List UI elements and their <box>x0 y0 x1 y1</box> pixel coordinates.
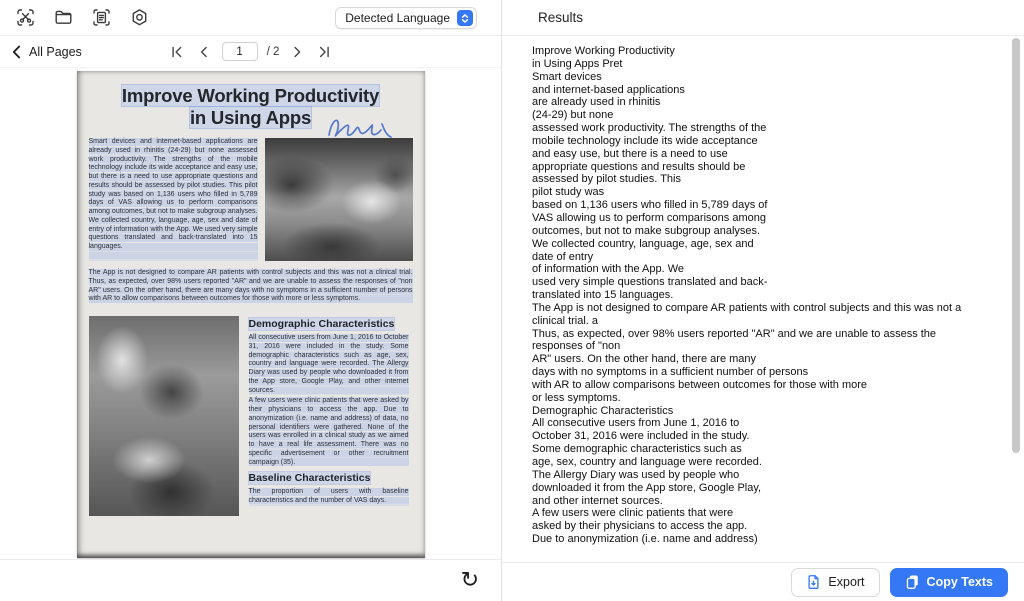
baseline-paragraph: The proportion of users with baseline characteristics and the number of VAS days. <box>248 488 409 504</box>
result-line: asked by their physicians to access the app. <box>532 520 748 533</box>
copy-texts-label: Copy Texts <box>926 575 993 589</box>
result-line: Thus, as expected, over 98% users reported "AR" and we are unable to assess the <box>532 327 937 340</box>
result-line: (24-29) but none <box>532 109 614 122</box>
scrollbar-thumb[interactable] <box>1012 38 1020 453</box>
demographic-paragraph-2: A few users were clinic patients that were asked by their physicians to access the app. Due to anonymization (i.e. name and address) of data, no personal identifiers were gathered. None of the users was enrolled in a clinical study as we aimed to have a real life assessment. There was no specific advertisement or other recruitment campaign (35). <box>248 397 409 466</box>
page-controls <box>168 42 334 61</box>
results-title: Results <box>538 10 584 25</box>
toolbar-icon-group <box>14 7 150 29</box>
result-line: translated into 15 languages. <box>532 289 674 302</box>
document-preview[interactable] <box>0 68 501 559</box>
rotate-icon[interactable]: ↻ <box>460 567 479 593</box>
result-line: are already used in rhinitis <box>532 96 661 109</box>
demographic-paragraph-1: All consecutive users from June 1, 2016 to October 31, 2016 were included in the study. Some demographic characteristics such as age, sex, country and language were recorded. The Allergy Diary was used by people who downloaded it from the App store, Google Play, and other internet sources. <box>248 334 409 394</box>
result-line: based on 1,136 users who filled in 5,789 days of <box>532 199 768 212</box>
result-line: Some demographic characteristics such as <box>532 443 742 456</box>
result-line: We collected country, language, age, sex and <box>532 237 754 250</box>
document-photo-meeting-room <box>265 138 413 261</box>
settings-icon[interactable] <box>128 7 150 29</box>
page-number-input[interactable] <box>222 42 258 61</box>
results-footer <box>502 562 1024 601</box>
back-all-pages-button[interactable] <box>12 45 82 59</box>
result-line: used very simple questions translated and back- <box>532 276 768 289</box>
result-line: mobile technology include its wide acceptance <box>532 134 758 147</box>
result-line: All consecutive users from June 1, 2016 to <box>532 417 740 430</box>
language-select[interactable] <box>335 7 477 29</box>
result-line: VAS allowing us to perform comparisons among <box>532 211 766 224</box>
export-button[interactable] <box>791 568 879 597</box>
result-line: A few users were clinic patients that were <box>532 507 734 520</box>
preview-footer <box>0 559 501 601</box>
document-panel <box>0 0 502 601</box>
result-line: and internet-based applications <box>532 83 685 96</box>
back-label: All Pages <box>29 44 82 59</box>
result-line: October 31, 2016 were included in the study. <box>532 430 750 443</box>
export-document-icon <box>806 574 821 590</box>
export-label: Export <box>828 575 865 589</box>
results-body <box>502 36 1024 562</box>
scan-icon[interactable] <box>90 7 112 29</box>
result-line: age, sex, country and language were recorded. <box>532 456 762 468</box>
result-line: assessed by pilot studies. This <box>532 173 681 186</box>
result-line: downloaded it from the App store, Google Play, <box>532 481 762 494</box>
result-line: of information with the App. We <box>532 263 685 276</box>
result-line: with AR to allow comparisons between outcomes for those with more <box>532 378 868 391</box>
result-line: clinical trial. a <box>532 314 599 327</box>
document-bottom-section <box>89 316 413 516</box>
document-title: Improve Working Productivity in Using Apps <box>89 85 413 129</box>
result-line: date of entry <box>532 250 594 263</box>
first-page-icon[interactable] <box>168 43 186 61</box>
folder-icon[interactable] <box>52 7 74 29</box>
results-header <box>502 0 1024 36</box>
chevron-left-icon <box>12 45 21 59</box>
handwritten-signature <box>323 109 395 143</box>
document-right-column <box>249 316 409 516</box>
demographic-heading: Demographic Characteristics <box>248 318 395 330</box>
result-line: or less symptoms. <box>532 391 621 404</box>
ocr-text-output <box>532 45 1010 546</box>
result-line: days with no symptoms in a sufficient number of persons <box>532 366 809 379</box>
copy-texts-button[interactable] <box>890 568 1008 597</box>
page-total-label: / 2 <box>266 45 280 58</box>
result-line: pilot study was <box>532 186 605 199</box>
result-line: and other internet sources. <box>532 494 663 507</box>
result-line: Due to anonymization (i.e. name and address) <box>532 533 758 546</box>
next-page-icon[interactable] <box>288 43 306 61</box>
result-line: Improve Working Productivity <box>532 45 675 57</box>
result-line: in Using Apps Pret <box>532 57 623 70</box>
capture-icon[interactable] <box>14 7 36 29</box>
result-line: appropriate questions and results should be <box>532 160 746 173</box>
result-line: Demographic Characteristics <box>532 404 674 417</box>
result-line: The App is not designed to compare AR patients with control subjects and this was not a <box>532 301 962 314</box>
scanned-page <box>77 71 425 558</box>
document-photo-people-working <box>89 316 239 516</box>
result-line: Smart devices <box>532 70 602 83</box>
baseline-heading: Baseline Characteristics <box>248 472 371 485</box>
language-select-value: Detected Language <box>345 11 450 25</box>
result-line: assessed work productivity. The strengths of the <box>532 122 767 135</box>
document-top-section <box>89 138 413 261</box>
result-line: The Allergy Diary was used by people who <box>532 468 740 481</box>
toolbar <box>0 0 501 36</box>
result-line: outcomes, but not to make subgroup analyses. <box>532 224 761 237</box>
copy-icon <box>905 574 920 590</box>
result-line: AR" users. On the other hand, there are many <box>532 353 757 366</box>
document-paragraph-2: The App is not designed to compare AR patients with control subjects and this was not a clinical trial. Thus, as expected, over 98% users reported "AR" and we are unable to assess the responses of "non AR" users. On the other hand, there are many days with no symptoms in a sufficient number of persons with AR to allow comparisons between outcomes for those with more or less symptoms. <box>88 269 413 303</box>
result-line: and easy use, but there is a need to use <box>532 147 728 160</box>
results-scrollbar <box>1012 38 1020 558</box>
prev-page-icon[interactable] <box>195 43 213 61</box>
page-navigation-bar <box>0 36 501 68</box>
result-line: responses of "non <box>532 340 621 353</box>
last-page-icon[interactable] <box>315 43 333 61</box>
document-paragraph-1: Smart devices and internet-based applications are already used in rhinitis (24-29) but none assessed work productivity. The strengths of the mobile technology include its wide acceptance and easy use, but there is a need to use appropriate questions and results should be assessed by pilot studies. This pilot study was based on 1,136 users who filled in 5,789 days of VAS allowing us to perform comparisons among outcomes, but not to make subgroup analyses. We collected country, language, age, sex and date of entry of information with the App. We used very simple questions translated and back-translated into 15 languages. <box>89 138 258 261</box>
results-panel <box>502 0 1024 601</box>
select-chevrons-icon <box>457 10 473 26</box>
